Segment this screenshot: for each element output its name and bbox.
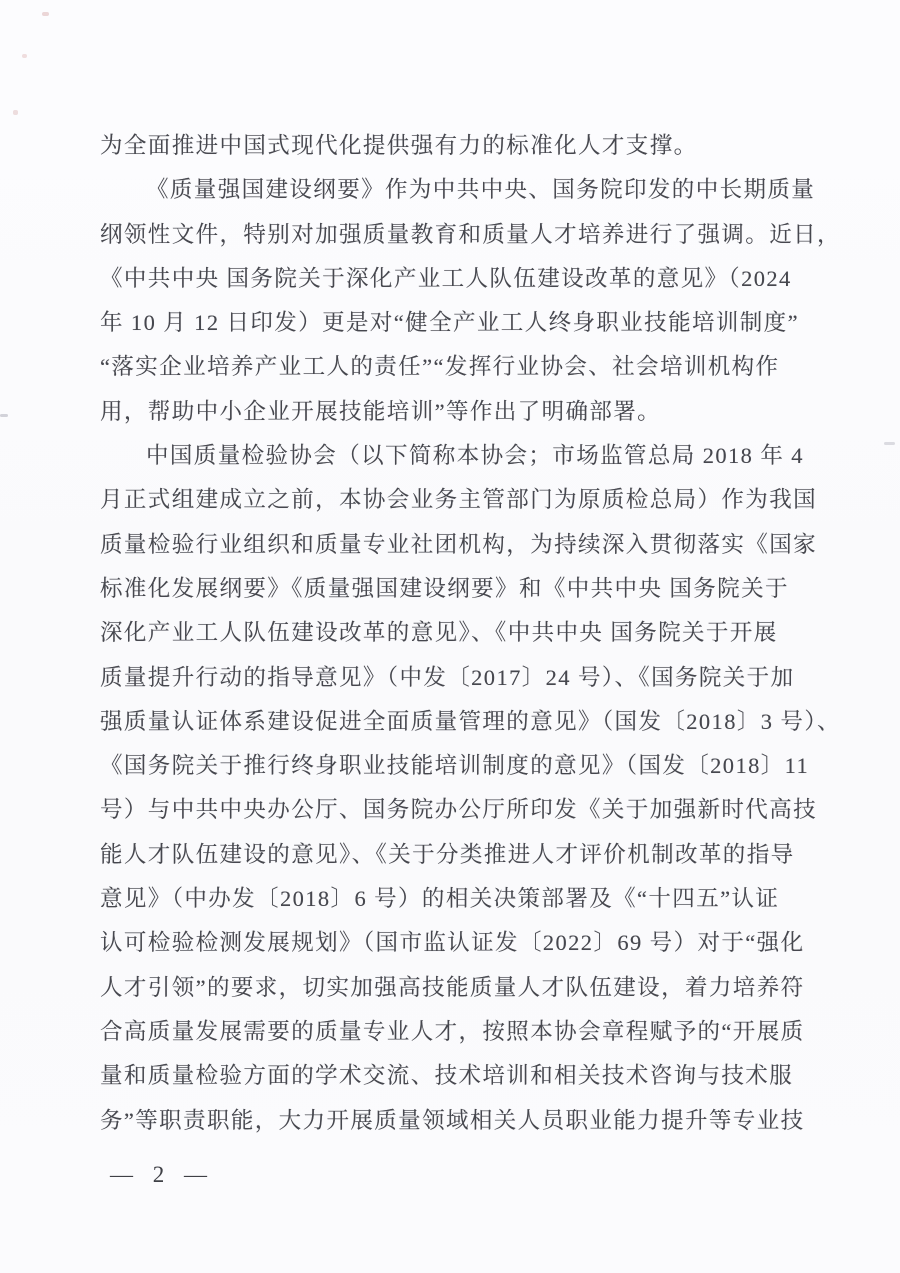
text-line: 能人才队伍建设的意见》、《关于分类推进人才评价机制改革的指导 (100, 841, 795, 867)
text-line: 中国质量检验协会（以下简称本协会；市场监管总局 2018 年 4 (146, 443, 804, 469)
text-line: 质量提升行动的指导意见》（中发〔2017〕24 号）、《国务院关于加 (100, 664, 795, 690)
text-line: 月正式组建成立之前，本协会业务主管部门为原质检总局）作为我国 (100, 487, 818, 513)
text-line: 《质量强国建设纲要》作为中共中央、国务院印发的中长期质量 (146, 177, 816, 203)
text-line: 认可检验检测发展规划》（国市监认证发〔2022〕69 号）对于“强化 (100, 930, 805, 956)
scan-speck (42, 12, 49, 16)
scan-speck (13, 110, 18, 115)
text-line: 年 10 月 12 日印发）更是对“健全产业工人终身职业技能培训制度” (100, 310, 799, 336)
text-line: “落实企业培养产业工人的责任”“发挥行业协会、社会培训机构作 (100, 354, 780, 380)
text-line: 意见》（中办发〔2018〕6 号）的相关决策部署及《“十四五”认证 (100, 886, 780, 912)
scan-speck (22, 54, 27, 58)
text-line: 人才引领”的要求，切实加强高技能质量人才队伍建设，着力培养符 (100, 974, 805, 1000)
text-line: 量和质量检验方面的学术交流、技术培训和相关技术咨询与技术服 (100, 1063, 794, 1089)
text-line: 为全面推进中国式现代化提供强有力的标准化人才支撑。 (100, 133, 698, 158)
document-body (100, 124, 841, 1143)
text-line: 《国务院关于推行终身职业技能培训制度的意见》（国发〔2018〕11 (100, 753, 810, 779)
text-line: 深化产业工人队伍建设改革的意见》、《中共中央 国务院关于开展 (100, 620, 778, 646)
scan-speck (884, 442, 895, 445)
text-line: 务”等职责职能，大力开展质量领域相关人员职业能力提升等专业技 (100, 1107, 805, 1133)
text-line: 强质量认证体系建设促进全面质量管理的意见》（国发〔2018〕3 号）、 (100, 708, 841, 734)
text-line: 标准化发展纲要》《质量强国建设纲要》和《中共中央 国务院关于 (100, 575, 789, 601)
text-line: 质量检验行业组织和质量专业社团机构，为持续深入贯彻落实《国家 (100, 531, 818, 557)
text-line: 《中共中央 国务院关于深化产业工人队伍建设改革的意见》（2024 (100, 265, 792, 291)
page-number: — 2 — (110, 1162, 214, 1187)
text-line: 纲领性文件，特别对加强质量教育和质量人才培养进行了强调。近日， (100, 221, 841, 247)
text-line: 用，帮助中小企业开展技能培训”等作出了明确部署。 (100, 398, 662, 424)
text-line: 合高质量发展需要的质量专业人才，按照本协会章程赋予的“开展质 (100, 1018, 805, 1044)
text-line: 号）与中共中央办公厅、国务院办公厅所印发《关于加强新时代高技 (100, 797, 818, 823)
scan-speck (0, 414, 8, 417)
